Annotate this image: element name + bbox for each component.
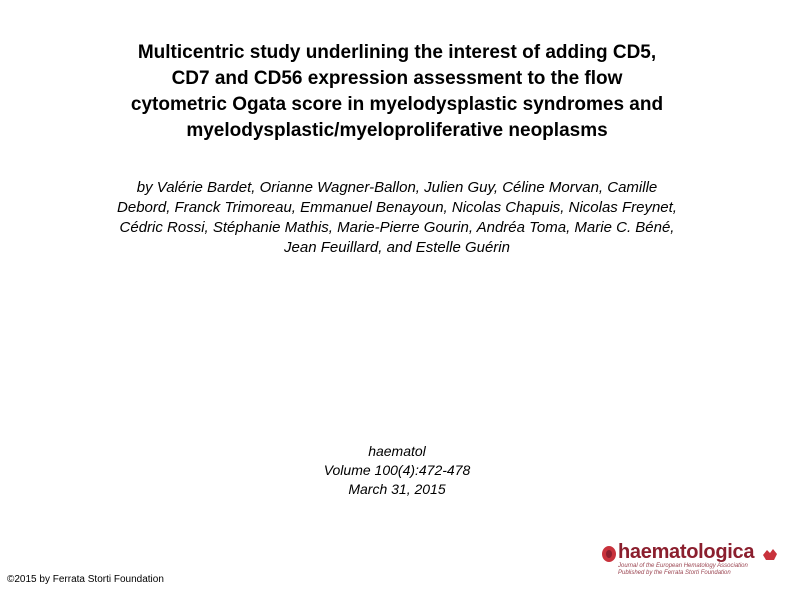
article-title — [40, 40, 754, 144]
author-line: Debord, Franck Trimoreau, Emmanuel Benayoun, Nicolas Chapuis, Nicolas Freynet, — [117, 199, 677, 216]
title-line: myelodysplastic/myeloproliferative neoplasms — [186, 120, 608, 141]
publication-date: March 31, 2015 — [348, 481, 446, 497]
logo-tagline — [618, 563, 748, 577]
emblem-icon — [762, 548, 778, 562]
citation-block — [200, 442, 594, 499]
logo-tagline-line: Journal of the European Hematology Association — [618, 563, 748, 569]
title-line: cytometric Ogata score in myelodysplastic syndromes and — [130, 94, 664, 115]
copyright-notice: ©2015 by Ferrata Storti Foundation — [7, 574, 164, 585]
journal-name: haematol — [368, 443, 426, 459]
author-list — [40, 178, 754, 258]
logo-wordmark: haematologica — [618, 541, 755, 563]
title-line: CD7 and CD56 expression assessment to the flow — [171, 68, 623, 89]
author-line: Cédric Rossi, Stéphanie Mathis, Marie-Pierre Gourin, Andréa Toma, Marie C. Béné, — [119, 219, 675, 236]
logo-tagline-line: Published by the Ferrata Storti Foundation — [618, 570, 731, 576]
volume-pages: Volume 100(4):472-478 — [323, 462, 471, 478]
author-line: Jean Feuillard, and Estelle Guérin — [284, 239, 510, 256]
blood-cell-icon — [600, 544, 618, 564]
title-line: Multicentric study underlining the interest of adding CD5, — [137, 42, 657, 63]
haematologica-logo — [600, 540, 780, 580]
author-line: by Valérie Bardet, Orianne Wagner-Ballon, Julien Guy, Céline Morvan, Camille — [136, 179, 658, 196]
